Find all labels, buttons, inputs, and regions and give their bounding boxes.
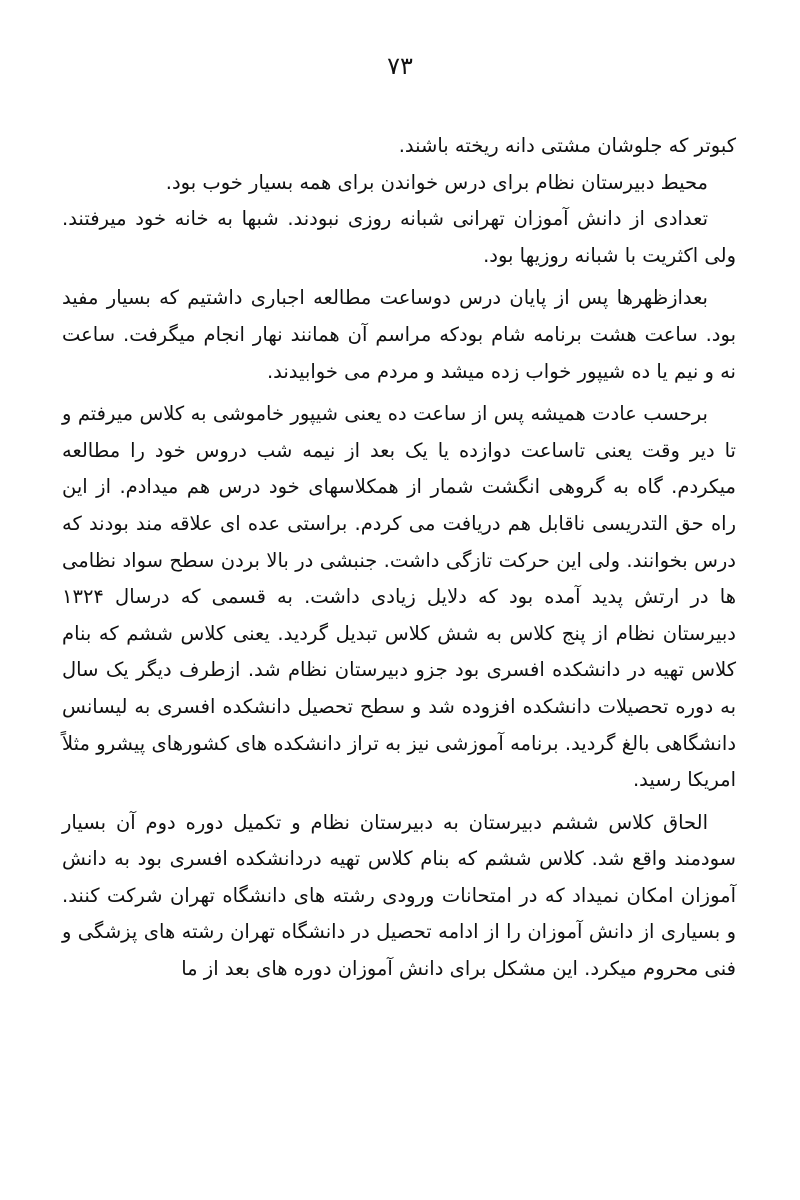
- page-number: ۷۳: [387, 52, 413, 80]
- paragraph-1: کبوتر که جلوشان مشتی دانه ریخته باشند.: [398, 134, 736, 157]
- paragraph-5: برحسب عادت همیشه پس از ساعت ده یعنی شیپور خاموشی به کلاس میرفتم و تا دیر وقت یعنی تاساعت دوازده یا یک بعد از نیمه شب دروس خود را مطالعه میکردم. گاه به گروهی انگشت شمار از همکلاسهای خود درس هم میدادم. از این راه حق التدریسی ناقابل هم دریافت می کردم. براستی عده ای علاقه مند بودند که درس بخوانند. ولی این حرکت تازگی داشت. جنبشی در بالا بردن سطح سواد نظامی ها در ارتش پدید آمده بود که دلایل زیادی داشت. به قسمی که درسال ۱۳۲۴ دبیرستان نظام از پنج کلاس به شش کلاس تبدیل گردید. یعنی کلاس ششم که بنام کلاس تهیه در دانشکده افسری بود جزو دبیرستان نظام شد. ازطرف دیگر یک سال به دوره تحصیلات دانشکده افزوده شد و سطح تحصیل دانشکده افسری به لیسانس دانشگاهی بالغ گردید. برنامه آموزشی نیز به تراز دانشکده های کشورهای پیشرو مثلاً امریکا رسید.: [62, 402, 736, 792]
- body-text: [62, 128, 736, 988]
- paragraph-6: الحاق کلاس ششم دبیرستان به دبیرستان نظام و تکمیل دوره دوم آن بسیار سودمند واقع شد. کلاس ششم که بنام کلاس تهیه دردانشکده افسری بود به دانش آموزان امکان نمیداد که در امتحانات ورودی رشته های دانشگاه تهران شرکت کنند. و بسیاری از دانش آموزان را از ادامه تحصیل در دانشگاه تهران رشته های پزشگی و فنی محروم میکرد. این مشکل برای دانش آموزان دوره های بعد از ما: [62, 810, 736, 981]
- paragraph-4: بعدازظهرها پس از پایان درس دوساعت مطالعه اجباری داشتیم که بسیار مفید بود. ساعت هشت برنامه شام بودکه مراسم آن همانند نهار انجام میگرفت. ساعت نه و نیم یا ده شیپور خواب زده میشد و مردم می خوابیدند.: [62, 286, 736, 383]
- paragraph-2: محیط دبیرستان نظام برای درس خواندن برای همه بسیار خوب بود.: [165, 170, 708, 194]
- paragraph-3: تعدادی از دانش آموزان تهرانی شبانه روزی نبودند. شبها به خانه خود میرفتند. ولی اکثریت با شبانه روزیها بود.: [62, 207, 736, 267]
